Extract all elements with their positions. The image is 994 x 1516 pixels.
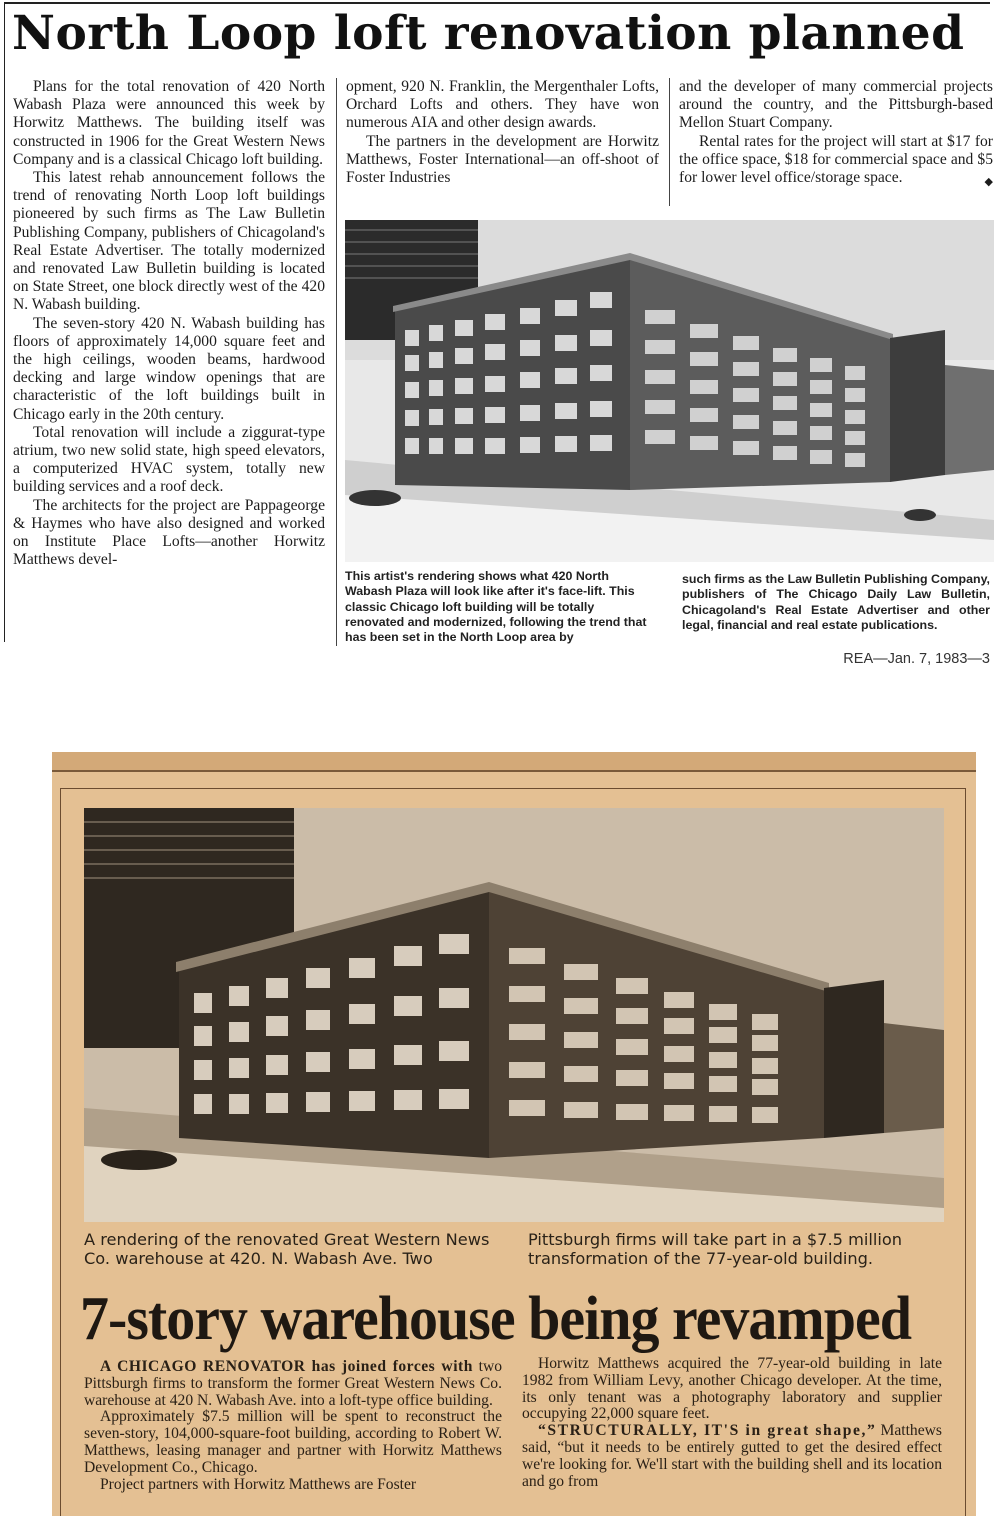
rea-column-3 bbox=[679, 78, 993, 191]
news-paragraph: Horwitz Matthews acquired the 77-year-old building in late 1982 from William Levy, another Chicago developer. At the time, its only tenant was a photography laboratory and supplier occupying 22,000 square feet. bbox=[522, 1355, 942, 1423]
news-clipping bbox=[52, 752, 976, 1516]
rea-paragraph: Plans for the total renovation of 420 North Wabash Plaza were announced this week by Horwitz Matthews. The building itself was constructed in 1906 for the Great Western News Company and is a classical Chicago loft building. bbox=[13, 78, 325, 168]
news-column-2 bbox=[522, 1356, 942, 1490]
clipping-top-band bbox=[52, 752, 976, 772]
quote-lead: “STRUCTURALLY, IT'S in great shape,” bbox=[538, 1422, 877, 1440]
news-paragraph bbox=[84, 1359, 502, 1409]
rea-paragraph bbox=[679, 133, 993, 188]
rea-caption-right: such firms as the Law Bulletin Publishing Company, publishers of The Chicago Daily Law Bulletin, Chicagoland's Real Estate Advertiser and other legal, financial and real estate publications. bbox=[682, 572, 990, 632]
news-headline: 7-story warehouse being revamped bbox=[80, 1283, 911, 1354]
news-caption-left: A rendering of the renovated Great Western News Co. warehouse at 420. N. Wabash Ave. Two bbox=[84, 1230, 490, 1268]
end-mark: ◆ bbox=[984, 176, 993, 189]
rea-paragraph: opment, 920 N. Franklin, the Mergenthaler Lofts, Orchard Lofts and others. They have won numerous AIA and other design awards. bbox=[346, 78, 659, 132]
rea-column-2 bbox=[346, 78, 659, 187]
column-divider bbox=[669, 78, 670, 206]
left-rule bbox=[4, 2, 5, 642]
rea-paragraph: The partners in the development are Horwitz Matthews, Foster International—an off-shoot of Foster Industries bbox=[346, 132, 659, 187]
rea-caption-left: This artist's rendering shows what 420 North Wabash Plaza will look like after it's face-lift. This classic Chicago loft building will be totally renovated and modernized, following the trend that has been set in the North Loop area by bbox=[345, 569, 647, 645]
rea-paragraph: This latest rehab announcement follows the trend of renovating North Loop loft buildings pioneered by such firms as The Law Bulletin Publishing Company, publishers of Chicagoland's Real Estate Advertiser. The totally modernized and renovated Law Bulletin building is located on State Street, one block directly west of the 420 N. Wabash building. bbox=[13, 169, 325, 314]
clipping-top-rule bbox=[52, 770, 976, 772]
rea-paragraph: The seven-story 420 N. Wabash building has floors of approximately 14,000 square feet and the high ceilings, wooden beams, hardwood decking and large window openings that are characteristic of the loft buildings built in Chicago early in the 20th century. bbox=[13, 314, 325, 423]
rea-headline: North Loop loft renovation planned bbox=[12, 6, 965, 61]
column-divider bbox=[336, 78, 337, 646]
rea-paragraph: and the developer of many commercial projects around the country, and the Pittsburgh-based Mellon Stuart Company. bbox=[679, 78, 993, 132]
news-paragraph: Project partners with Horwitz Matthews are Foster bbox=[100, 1475, 417, 1493]
news-paragraph-text: two Pittsburgh firms to transform the former Great Western News Co. warehouse at 420 N. Wabash Ave. into a loft-type office building. bbox=[84, 1358, 502, 1409]
rea-column-1 bbox=[13, 78, 325, 569]
news-paragraph bbox=[522, 1423, 942, 1490]
news-caption-right: Pittsburgh firms will take part in a $7.5 million transformation of the 77-year-old building. bbox=[528, 1230, 902, 1268]
lead-in: A CHICAGO RENOVATOR has joined forces with bbox=[100, 1358, 473, 1375]
warehouse-rendering-image bbox=[84, 808, 944, 1222]
news-column-1 bbox=[84, 1359, 502, 1493]
building-rendering-image bbox=[345, 220, 994, 562]
rea-paragraph-text: Rental rates for the project will start at $17 for the office space, $18 for commercial space and $5 for lower level office/storage space. bbox=[679, 132, 993, 187]
page-folio: REA—Jan. 7, 1983—3 bbox=[843, 651, 990, 667]
news-paragraph: Approximately $7.5 million will be spent to reconstruct the seven-story, 104,000-square-foot building, according to Robert W. Matthews, leasing manager and partner with Horwitz Matthews Development Co., Chicago. bbox=[84, 1408, 502, 1476]
rea-paragraph: Total renovation will include a ziggurat-type atrium, two new solid state, high speed elevators, a computerized HVAC system, totally new building services and a roof deck. bbox=[13, 423, 325, 496]
news-paragraph-text: Matthews said, “but it needs to be entirely gutted to get the desired effect we're looking for. We'll start with the building shell and its location and go from bbox=[522, 1422, 942, 1490]
rea-clipping bbox=[0, 0, 994, 700]
rea-paragraph: The architects for the project are Pappageorge & Haymes who have also designed and worked on Institute Place Lofts—another Horwitz Matthews devel- bbox=[13, 496, 325, 569]
